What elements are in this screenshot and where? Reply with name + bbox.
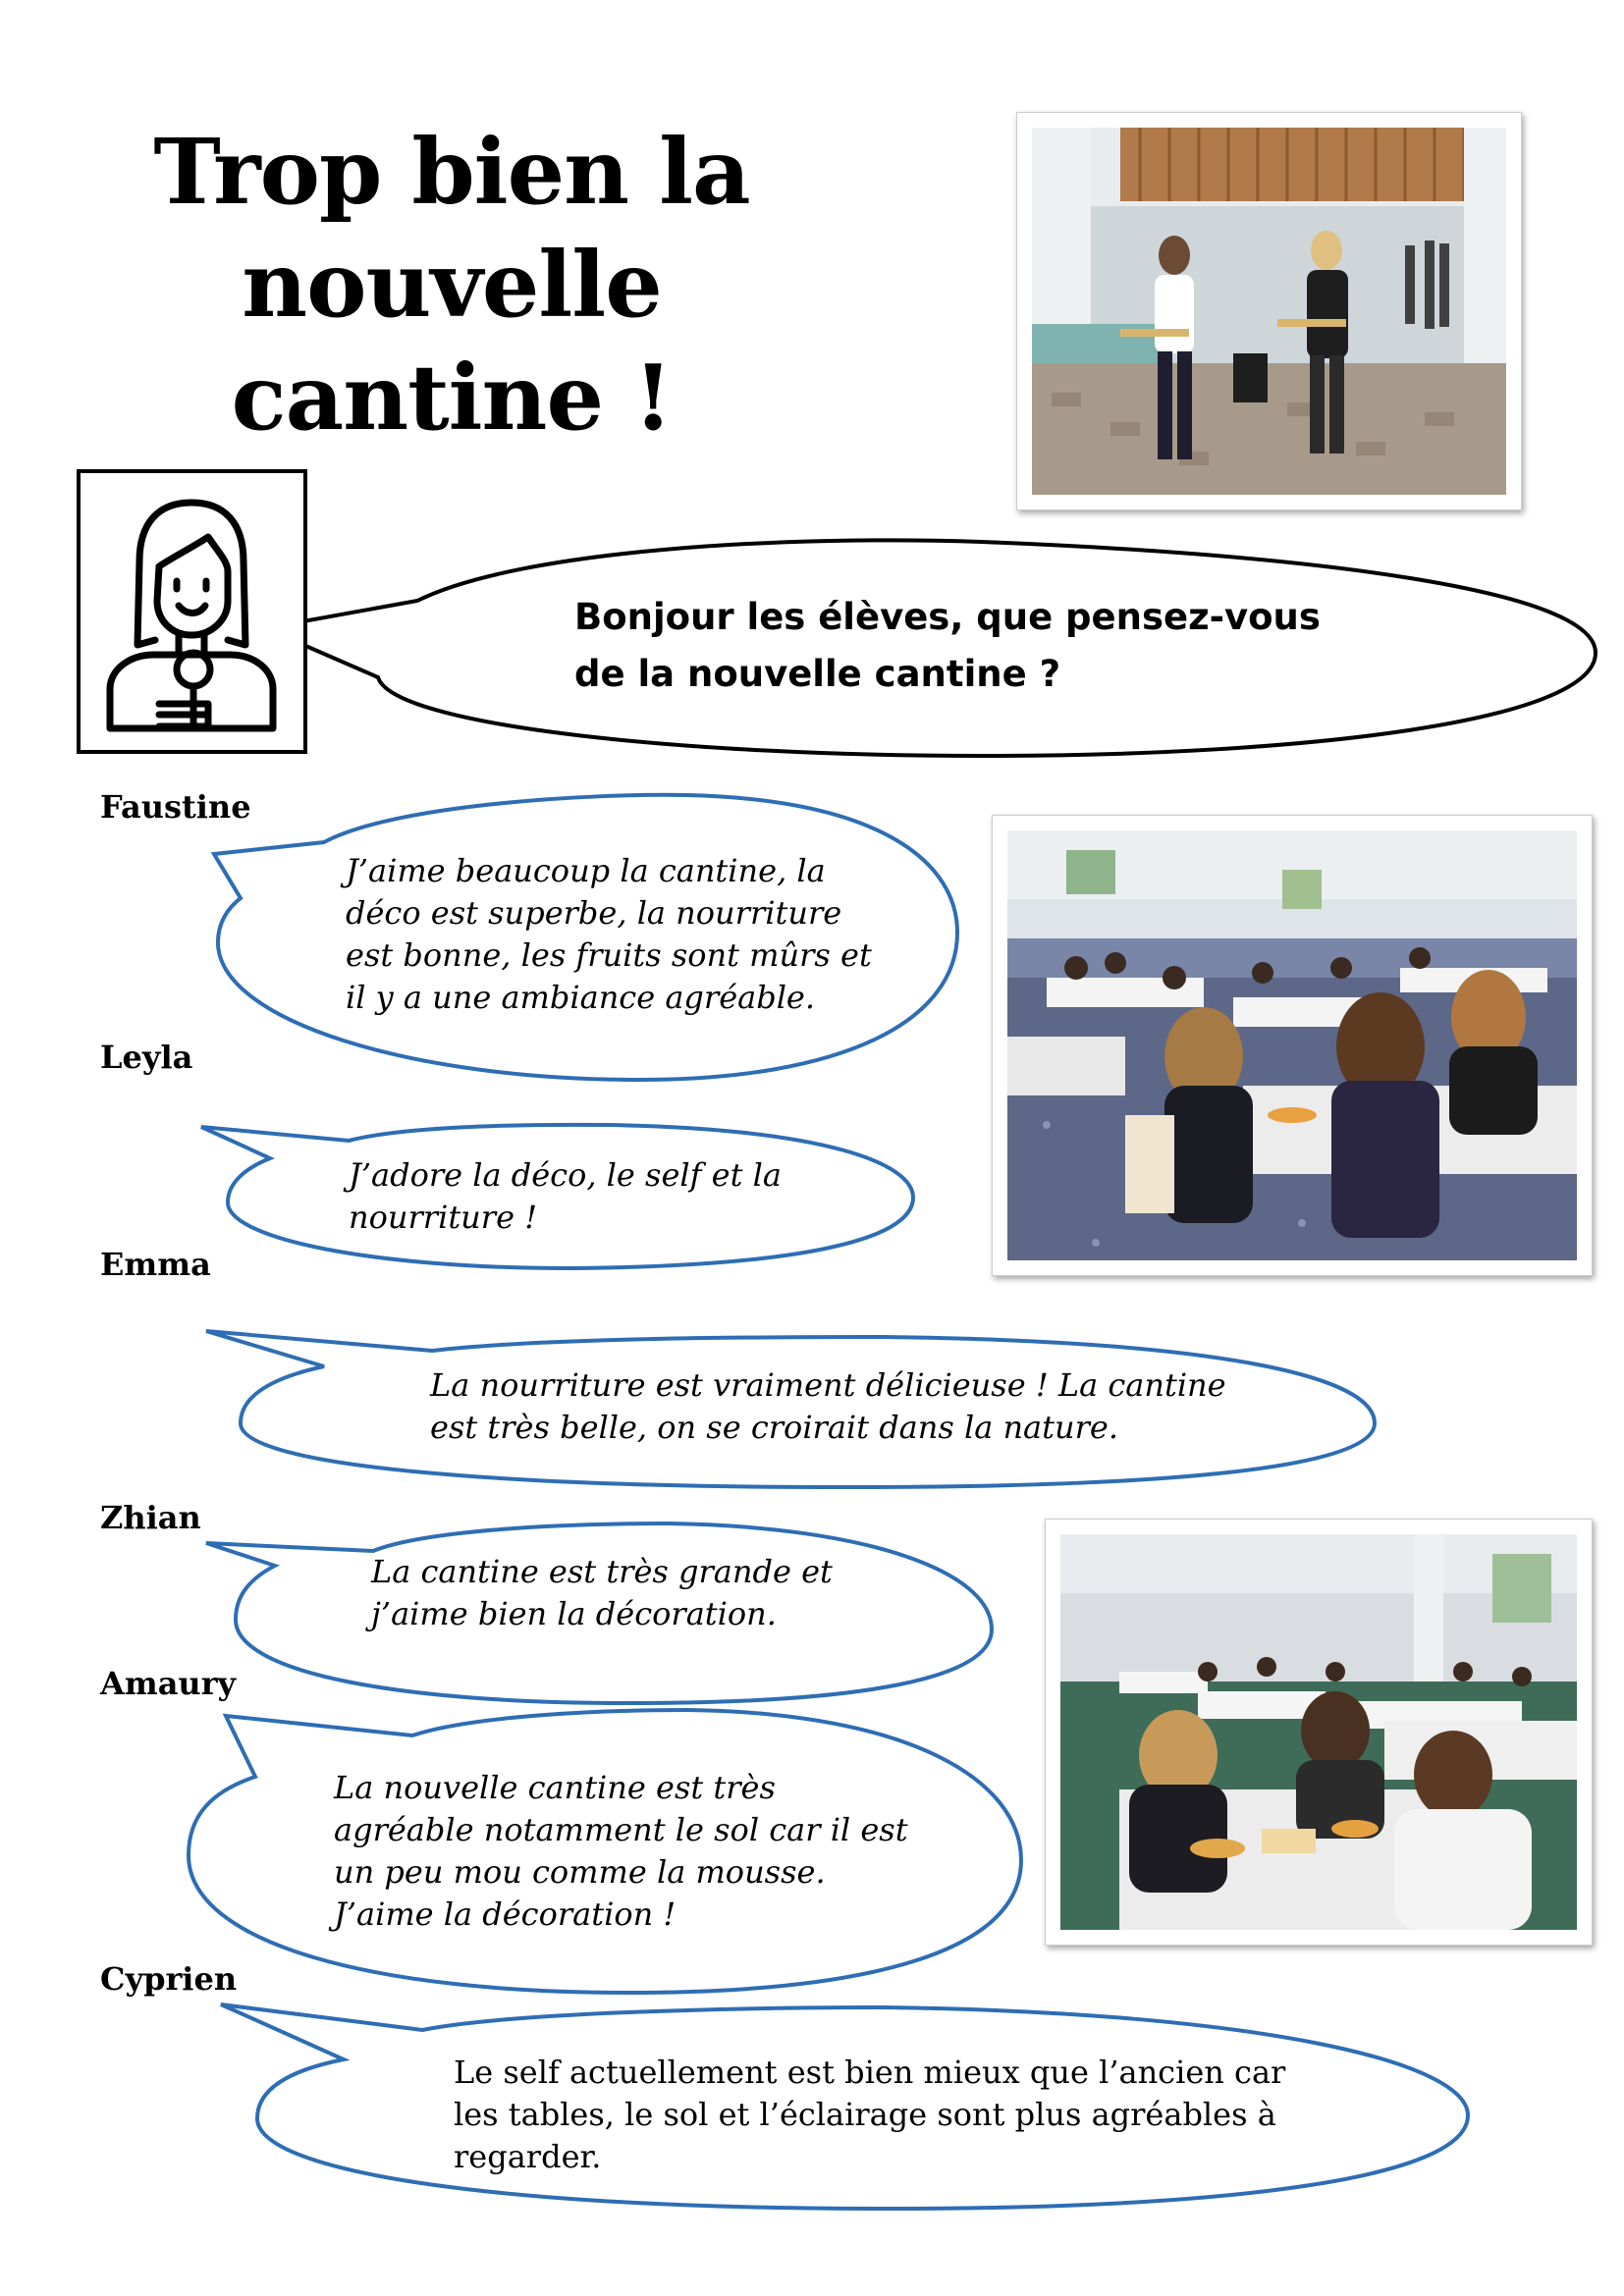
- page-title: [147, 116, 756, 454]
- name-leyla: Leyla: [100, 1039, 193, 1076]
- text-line: La nourriture est vraiment délicieuse ! La cantine: [430, 1366, 1226, 1404]
- interviewer-question: [574, 589, 1380, 703]
- bubble-text-emma: [430, 1364, 1314, 1449]
- title-line-3: cantine !: [231, 345, 673, 451]
- bubble-text-amaury: [334, 1767, 962, 1936]
- text-line: regarder.: [454, 2138, 602, 2175]
- name-zhian: Zhian: [100, 1499, 201, 1536]
- name-faustine: Faustine: [100, 788, 251, 826]
- bubble-text-faustine: [346, 850, 895, 1019]
- text-line: il y a une ambiance agréable.: [346, 979, 816, 1016]
- title-line-1: Trop bien la: [153, 119, 750, 225]
- photo-dining-room: [992, 815, 1593, 1276]
- interviewer-avatar: [77, 469, 307, 754]
- bubble-text-cyprien: [454, 2052, 1396, 2178]
- text-line: Le self actuellement est bien mieux que l’ancien car: [454, 2054, 1286, 2091]
- text-line: J’adore la déco, le self et la: [349, 1156, 782, 1194]
- text-line: les tables, le sol et l’éclairage sont plus agréables à: [454, 2096, 1276, 2133]
- photo-students-eating: [1045, 1519, 1593, 1946]
- name-emma: Emma: [100, 1246, 211, 1283]
- bubble-text-zhian: [371, 1551, 921, 1635]
- name-amaury: Amaury: [100, 1665, 237, 1702]
- reporter-with-microphone-icon: [81, 473, 303, 750]
- students-eating-illustration: [1060, 1534, 1577, 1930]
- text-line: nourriture !: [349, 1199, 538, 1236]
- photo-canteen-corridor: [1016, 112, 1522, 510]
- question-line-2: de la nouvelle cantine ?: [574, 653, 1061, 695]
- bubble-text-leyla: [349, 1154, 859, 1239]
- name-cyprien: Cyprien: [100, 1960, 238, 1998]
- text-line: j’aime bien la décoration.: [371, 1595, 777, 1632]
- corridor-illustration: [1032, 128, 1506, 495]
- text-line: J’aime la décoration !: [334, 1896, 677, 1933]
- text-line: La nouvelle cantine est très: [334, 1769, 776, 1806]
- dining-room-illustration: [1007, 830, 1577, 1260]
- text-line: J’aime beaucoup la cantine, la: [346, 852, 826, 889]
- text-line: déco est superbe, la nourriture: [346, 894, 842, 932]
- text-line: un peu mou comme la mousse.: [334, 1853, 826, 1891]
- text-line: agréable notamment le sol car il est: [334, 1811, 908, 1848]
- text-line: est très belle, on se croirait dans la nature.: [430, 1409, 1118, 1446]
- text-line: La cantine est très grande et: [371, 1553, 833, 1590]
- text-line: est bonne, les fruits sont mûrs et: [346, 936, 872, 974]
- title-line-2: nouvelle: [242, 232, 662, 338]
- question-line-1: Bonjour les élèves, que pensez-vous: [574, 596, 1321, 638]
